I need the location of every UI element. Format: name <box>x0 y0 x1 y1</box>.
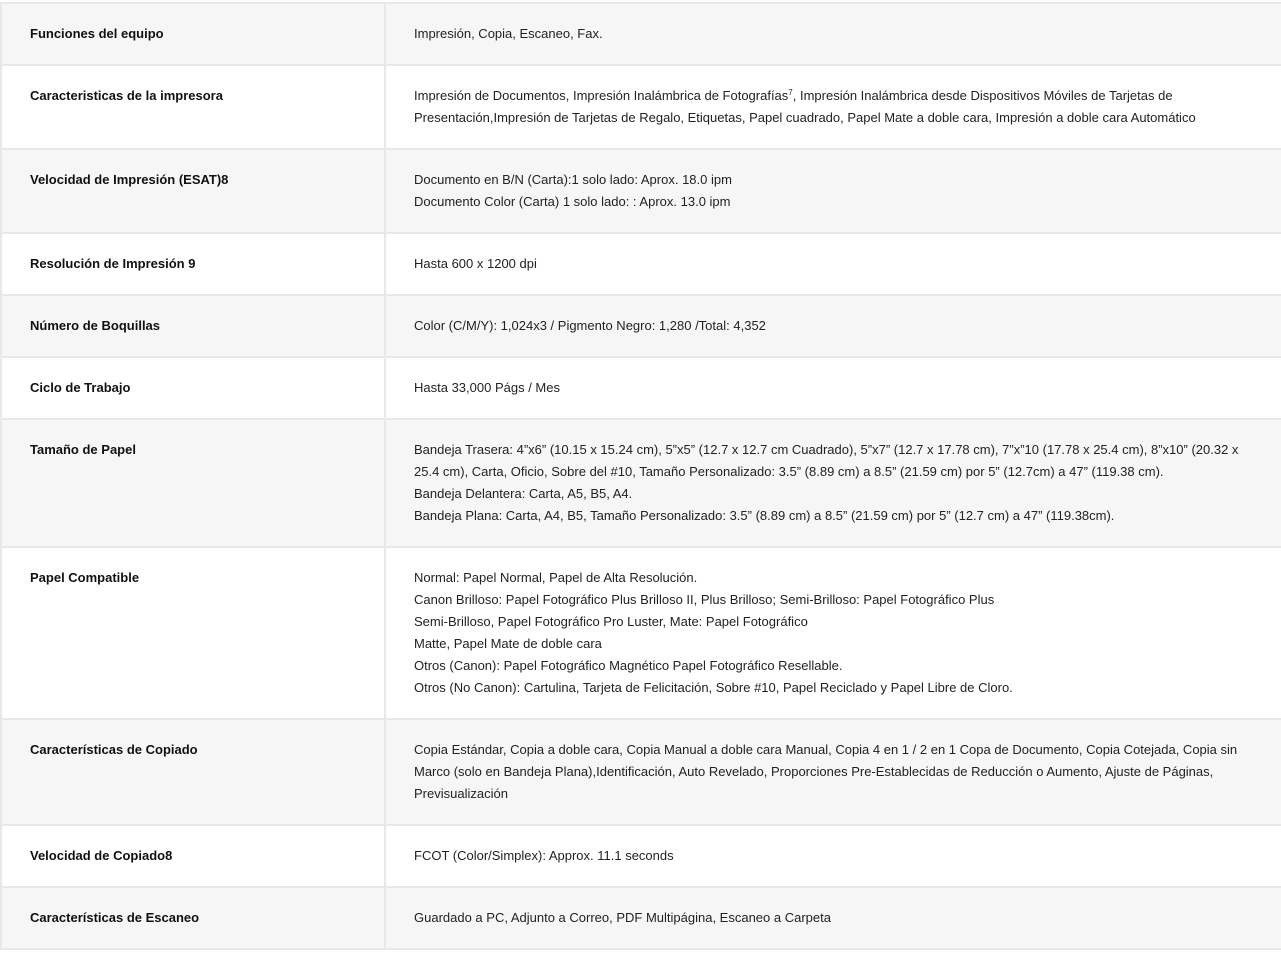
spec-value-text: Impresión de Documentos, Impresión Inalámbrica de Fotografías <box>414 88 789 103</box>
spec-label: Tamaño de Papel <box>1 419 385 547</box>
spec-value-line: Documento Color (Carta) 1 solo lado: : Aprox. 13.0 ipm <box>414 194 731 209</box>
spec-label: Caracteristicas de la impresora <box>1 65 385 149</box>
spec-value <box>385 887 1281 949</box>
spec-value <box>385 825 1281 887</box>
spec-label: Velocidad de Copiado8 <box>1 825 385 887</box>
spec-label: Funciones del equipo <box>1 3 385 65</box>
spec-value <box>385 357 1281 419</box>
spec-value-line: Bandeja Plana: Carta, A4, B5, Tamaño Personalizado: 3.5” (8.89 cm) a 8.5” (21.59 cm) por 5” (12.7 cm) a 47” (119.38cm). <box>414 508 1115 523</box>
spec-label: Características de Escaneo <box>1 887 385 949</box>
spec-value <box>385 3 1281 65</box>
spec-row-copy-speed <box>1 825 1281 887</box>
spec-value-line: Documento en B/N (Carta):1 solo lado: Aprox. 18.0 ipm <box>414 172 732 187</box>
spec-value-line: Bandeja Delantera: Carta, A5, B5, A4. <box>414 486 633 501</box>
spec-value-line: Hasta 33,000 Págs / Mes <box>414 380 560 395</box>
spec-value-line: Color (C/M/Y): 1,024x3 / Pigmento Negro: 1,280 /Total: 4,352 <box>414 318 766 333</box>
spec-row-functions <box>1 3 1281 65</box>
spec-label: Resolución de Impresión 9 <box>1 233 385 295</box>
specs-table <box>0 2 1281 950</box>
spec-value-line: Copia Estándar, Copia a doble cara, Copia Manual a doble cara Manual, Copia 4 en 1 / 2 en 1 Copa de Documento, Copia Cotejada, Copia sin Marco (solo en Bandeja Plana),Identificación, Auto Revelado, Proporciones Pre-Establecidas de Reducción o Aumento, Ajuste de Páginas, Previsualización <box>414 742 1238 801</box>
spec-label: Velocidad de Impresión (ESAT)8 <box>1 149 385 233</box>
spec-value <box>385 233 1281 295</box>
spec-row-compatible-paper <box>1 547 1281 719</box>
spec-label: Número de Boquillas <box>1 295 385 357</box>
spec-value-line: Bandeja Trasera: 4”x6” (10.15 x 15.24 cm), 5”x5” (12.7 x 12.7 cm Cuadrado), 5”x7” (12.7 x 17.78 cm), 7”x”10 (17.78 x 25.4 cm), 8”x10” (20.32 x 25.4 cm), Carta, Oficio, Sobre del #10, Tamaño Personalizado: 3.5” (8.89 cm) a 8.5” (21.59 cm) por 5” (12.7cm) a 47” (119.38 cm). <box>414 442 1239 479</box>
spec-value-line: Guardado a PC, Adjunto a Correo, PDF Multipágina, Escaneo a Carpeta <box>414 910 831 925</box>
spec-row-print-speed <box>1 149 1281 233</box>
spec-value-text: , Impresión Inalámbrica desde Dispositivos Móviles de Tarjetas de Presentación,Impresión de Tarjetas de Regalo, Etiquetas, Papel cuadrado, Papel Mate a doble cara, Impresión a doble cara Automático <box>414 88 1196 125</box>
spec-row-nozzles <box>1 295 1281 357</box>
footnote-marker: 7 <box>788 88 793 97</box>
spec-value-line: Semi-Brilloso, Papel Fotográfico Pro Luster, Mate: Papel Fotográfico <box>414 614 808 629</box>
spec-value-line: Otros (Canon): Papel Fotográfico Magnético Papel Fotográfico Resellable. <box>414 658 843 673</box>
spec-row-paper-size <box>1 419 1281 547</box>
spec-row-copy-features <box>1 719 1281 825</box>
spec-row-print-resolution <box>1 233 1281 295</box>
spec-value-line: FCOT (Color/Simplex): Approx. 11.1 seconds <box>414 848 674 863</box>
spec-value-line: Normal: Papel Normal, Papel de Alta Resolución. <box>414 570 698 585</box>
spec-value-line: Hasta 600 x 1200 dpi <box>414 256 537 271</box>
spec-value <box>385 149 1281 233</box>
spec-value <box>385 295 1281 357</box>
spec-value <box>385 719 1281 825</box>
spec-row-printer-features <box>1 65 1281 149</box>
spec-value-line: Otros (No Canon): Cartulina, Tarjeta de Felicitación, Sobre #10, Papel Reciclado y Papel Libre de Cloro. <box>414 680 1013 695</box>
spec-label: Papel Compatible <box>1 547 385 719</box>
spec-row-duty-cycle <box>1 357 1281 419</box>
spec-row-scan-features <box>1 887 1281 949</box>
spec-label: Características de Copiado <box>1 719 385 825</box>
spec-value <box>385 65 1281 149</box>
spec-value <box>385 547 1281 719</box>
spec-value-line: Matte, Papel Mate de doble cara <box>414 636 602 651</box>
spec-label: Ciclo de Trabajo <box>1 357 385 419</box>
spec-value-line: Canon Brilloso: Papel Fotográfico Plus Brilloso II, Plus Brilloso; Semi-Brilloso: Papel Fotográfico Plus <box>414 592 995 607</box>
spec-value-line: Impresión, Copia, Escaneo, Fax. <box>414 26 603 41</box>
spec-value <box>385 419 1281 547</box>
